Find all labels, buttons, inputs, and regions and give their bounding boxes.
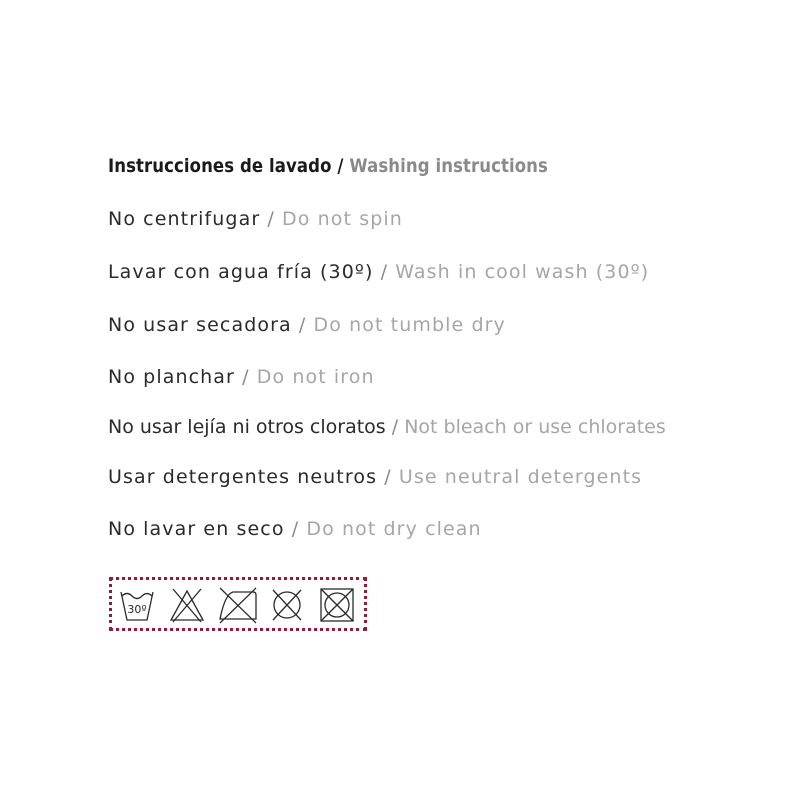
no-dry-clean-icon [267,580,307,628]
instruction-spanish: No centrifugar [108,208,261,230]
instruction-no-tumble-dry [108,314,506,336]
instruction-separator: / [267,208,275,230]
instruction-spanish: Usar detergentes neutros [108,466,378,488]
instruction-separator: / [242,366,250,388]
instruction-english: Use neutral detergents [398,466,643,488]
instruction-english: Do not tumble dry [313,314,506,336]
instruction-separator: / [391,416,399,438]
wash-30-icon [118,580,156,628]
instruction-english: Do not spin [282,208,403,230]
instruction-english: Not bleach or use chlorates [404,416,666,438]
instruction-separator: / [380,261,389,283]
instruction-neutral-detergents [108,466,642,488]
no-tumble-dry-icon [316,580,358,628]
no-bleach-icon [167,580,207,628]
title-spanish: Instrucciones de lavado [108,155,332,177]
instruction-spanish: No lavar en seco [108,518,285,540]
page-title [108,155,548,177]
title-english: Washing instructions [349,155,548,177]
instruction-no-bleach [108,416,666,438]
instruction-english: Wash in cool wash (30º) [395,261,650,283]
instruction-spanish: No usar lejía ni otros cloratos [108,416,386,438]
instruction-spanish: No planchar [108,366,235,388]
instruction-cool-wash [108,261,649,283]
instruction-no-iron [108,366,375,388]
care-symbols-box [109,577,367,631]
instruction-separator: / [298,314,307,336]
instruction-separator: / [291,518,300,540]
instruction-spanish: Lavar con agua fría (30º) [108,261,374,283]
instruction-no-dry-clean [108,518,482,540]
instruction-english: Do not dry clean [306,518,482,540]
instruction-english: Do not iron [256,366,375,388]
no-iron-icon [216,580,260,628]
wash-temperature-label: 30º [127,603,147,616]
instruction-no-spin [108,208,403,230]
instruction-separator: / [384,466,392,488]
instruction-spanish: No usar secadora [108,314,292,336]
title-separator: / [337,155,344,177]
